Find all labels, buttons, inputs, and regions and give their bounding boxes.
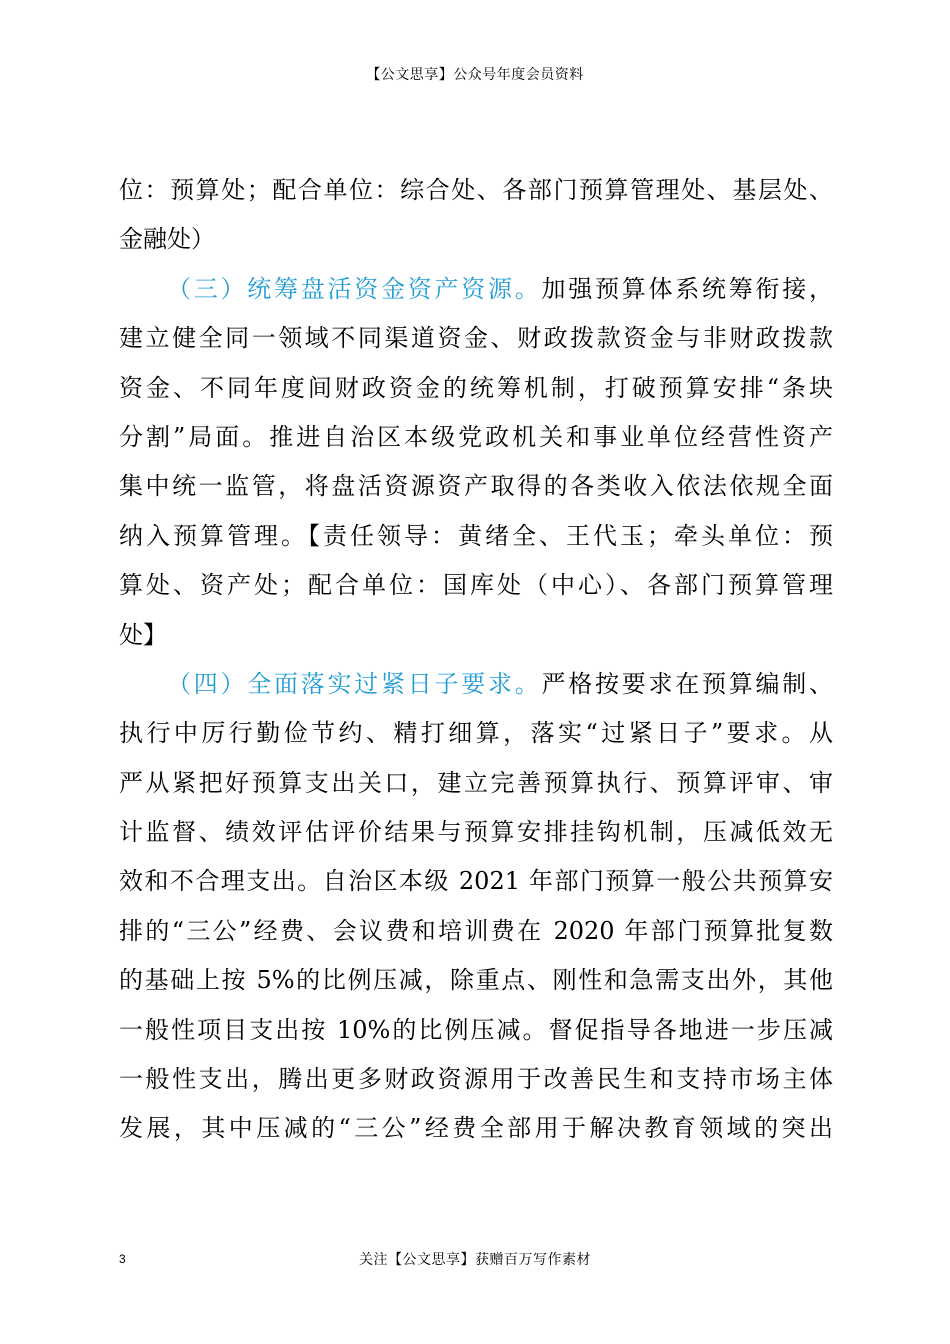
section-line xyxy=(119,660,833,709)
text-line: 纳入预算管理。【责任领导：黄绪全、王代玉；牵头单位：预 xyxy=(119,521,833,550)
page-number: 3 xyxy=(119,1252,126,1266)
text-line: 集中统一监管，将盘活资源资产取得的各类收入依法依规全面 xyxy=(119,472,833,501)
text-line: 位：预算处；配合单位：综合处、各部门预算管理处、基层处、 xyxy=(119,176,833,204)
document-body xyxy=(119,166,833,1154)
text-line: 一般性支出，腾出更多财政资源用于改善民生和支持市场主体 xyxy=(119,1065,833,1094)
section-line xyxy=(119,265,833,314)
section-text: 严格按要求在预算编制、 xyxy=(541,669,833,698)
text-line: 的基础上按 5%的比例压减，除重点、刚性和急需支出外，其他 xyxy=(119,966,833,995)
section-heading-4: （四）全面落实过紧日子要求。 xyxy=(167,669,542,698)
section-text: 加强预算体系统筹衔接， xyxy=(541,274,833,303)
text-line: 计监督、绩效评估评价结果与预算安排挂钩机制，压减低效无 xyxy=(119,818,833,847)
text-line: 发展，其中压减的“三公”经费全部用于解决教育领域的突出 xyxy=(119,1114,833,1143)
section-heading-3: （三）统筹盘活资金资产资源。 xyxy=(167,274,542,303)
text-line: 排的“三公”经费、会议费和培训费在 2020 年部门预算批复数 xyxy=(119,916,833,945)
text-line: 分割”局面。推进自治区本级党政机关和事业单位经营性资产 xyxy=(119,422,833,451)
text-line: 一般性项目支出按 10%的比例压减。督促指导各地进一步压减 xyxy=(119,1015,833,1044)
text-line: 算处、资产处；配合单位：国库处（中心）、各部门预算管理 xyxy=(119,571,833,600)
text-line: 资金、不同年度间财政资金的统筹机制，打破预算安排“条块 xyxy=(119,373,833,402)
page-header: 【公文思享】公众号年度会员资料 xyxy=(366,67,584,83)
text-line: 金融处） xyxy=(119,225,215,254)
text-line: 处】 xyxy=(119,620,167,649)
text-line: 执行中厉行勤俭节约、精打细算，落实“过紧日子”要求。从 xyxy=(119,719,833,748)
text-line: 严从紧把好预算支出关口，建立完善预算执行、预算评审、审 xyxy=(119,768,833,797)
text-line: 建立健全同一领域不同渠道资金、财政拨款资金与非财政拨款 xyxy=(119,324,833,353)
text-line: 效和不合理支出。自治区本级 2021 年部门预算一般公共预算安 xyxy=(119,867,833,896)
page-footer: 关注【公文思享】获赠百万写作素材 xyxy=(359,1252,591,1268)
